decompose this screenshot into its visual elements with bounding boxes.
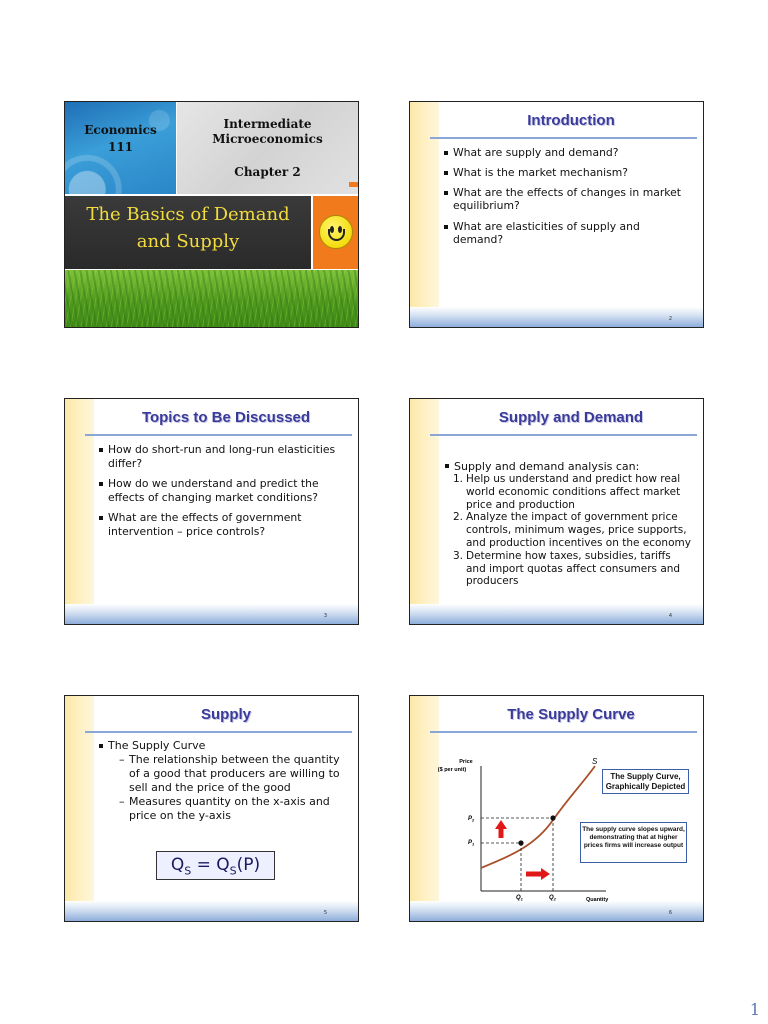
list-item: 1. Help us understand and predict how real world economic conditions affect market price and production [453, 473, 681, 511]
slide-topics [64, 398, 359, 625]
title-line2: and Supply [136, 231, 240, 252]
tick-label-q1: $Q_1$ [516, 895, 523, 902]
list-item: – The relationship between the quantity of a good that producers are willing to sell and the price of the good [119, 753, 346, 795]
up-arrow [495, 820, 507, 838]
slide-number: 6 [668, 910, 672, 916]
list-item: 3. Determine how taxes, subsidies, tariffs and import quotas affect consumers and producers [453, 549, 681, 588]
course-box [65, 102, 176, 194]
list-item: What is the market mechanism? [443, 166, 689, 179]
slide-heading: Topics to Be Discussed [141, 409, 311, 426]
slide-heading: Supply and Demand [498, 409, 644, 426]
chapter-label: Chapter 2 [234, 165, 301, 179]
smiley-icon [319, 215, 353, 249]
lead-text: Supply and demand analysis can: [444, 460, 639, 473]
slide-supply-demand [409, 398, 704, 625]
list-item: What are supply and demand? [443, 146, 689, 159]
page-number: 1 [749, 1000, 760, 1019]
slide-heading: Supply [200, 706, 251, 723]
slide-title [64, 101, 359, 328]
point-p1-q1 [518, 840, 523, 845]
list-item: 2. Analyze the impact of government price controls, minimum wages, price supports, and production incentives on the economy [453, 511, 691, 549]
course-line2: 111 [107, 140, 134, 154]
curve-label-s: S [592, 757, 598, 766]
subject-box [177, 102, 358, 194]
orange-tick [349, 182, 358, 187]
supply-curve-line [481, 766, 595, 868]
list-item: What are the effects of changes in market equilibrium? [443, 186, 689, 212]
slide-heading: Introduction [527, 112, 615, 129]
list-item: What are the effects of government intervention – price controls? [98, 511, 338, 538]
slide-introduction [409, 101, 704, 328]
supply-formula: $Q_S = Q_S(P)$ [156, 851, 275, 880]
callout-slope-note: The supply curve slopes upward, demonstrating that at higher prices firms will increase output [580, 822, 687, 863]
smiley-box [313, 196, 358, 269]
callout-graph-title: The Supply Curve, Graphically Depicted [602, 769, 689, 794]
supply-curve-chart [410, 696, 704, 922]
slide-number: 4 [668, 613, 672, 619]
bullet-list [98, 443, 338, 545]
tick-label-p2: $P_2$ [468, 816, 475, 823]
subject-line2: Microeconomics [212, 132, 323, 146]
tick-label-q2: $Q_2$ [549, 895, 556, 902]
title-banner [65, 196, 311, 269]
slide-heading: The Supply Curve [507, 706, 635, 723]
course-line1: Economics [84, 123, 157, 137]
bullet-supply-curve: The Supply Curve [98, 739, 205, 753]
list-item: What are elasticities of supply and demand? [443, 220, 689, 246]
numbered-list [453, 473, 693, 588]
list-item: How do short-run and long-run elasticities differ? [98, 443, 338, 470]
y-axis-label-line1: Price [459, 759, 473, 765]
slide-number: 5 [323, 910, 327, 916]
list-item: How do we understand and predict the effects of changing market conditions? [98, 477, 338, 504]
y-axis-label-line2: ($ per unit) [437, 767, 467, 773]
point-p2-q2 [550, 815, 555, 820]
subject-line1: Intermediate [223, 117, 312, 131]
slide-supply-curve [409, 695, 704, 922]
slide-supply [64, 695, 359, 922]
list-item: – Measures quantity on the x-axis and price on the y-axis [119, 795, 346, 823]
slide-number: 3 [323, 613, 327, 619]
bullet-list [443, 146, 689, 253]
grass-image [65, 270, 358, 327]
slide-number: 2 [668, 316, 672, 322]
title-line1: The Basics of Demand [86, 204, 290, 225]
x-axis-label: Quantity [586, 897, 609, 903]
right-arrow [526, 868, 550, 880]
sub-bullet-list [119, 753, 346, 823]
tick-label-p1: $P_1$ [468, 840, 475, 847]
